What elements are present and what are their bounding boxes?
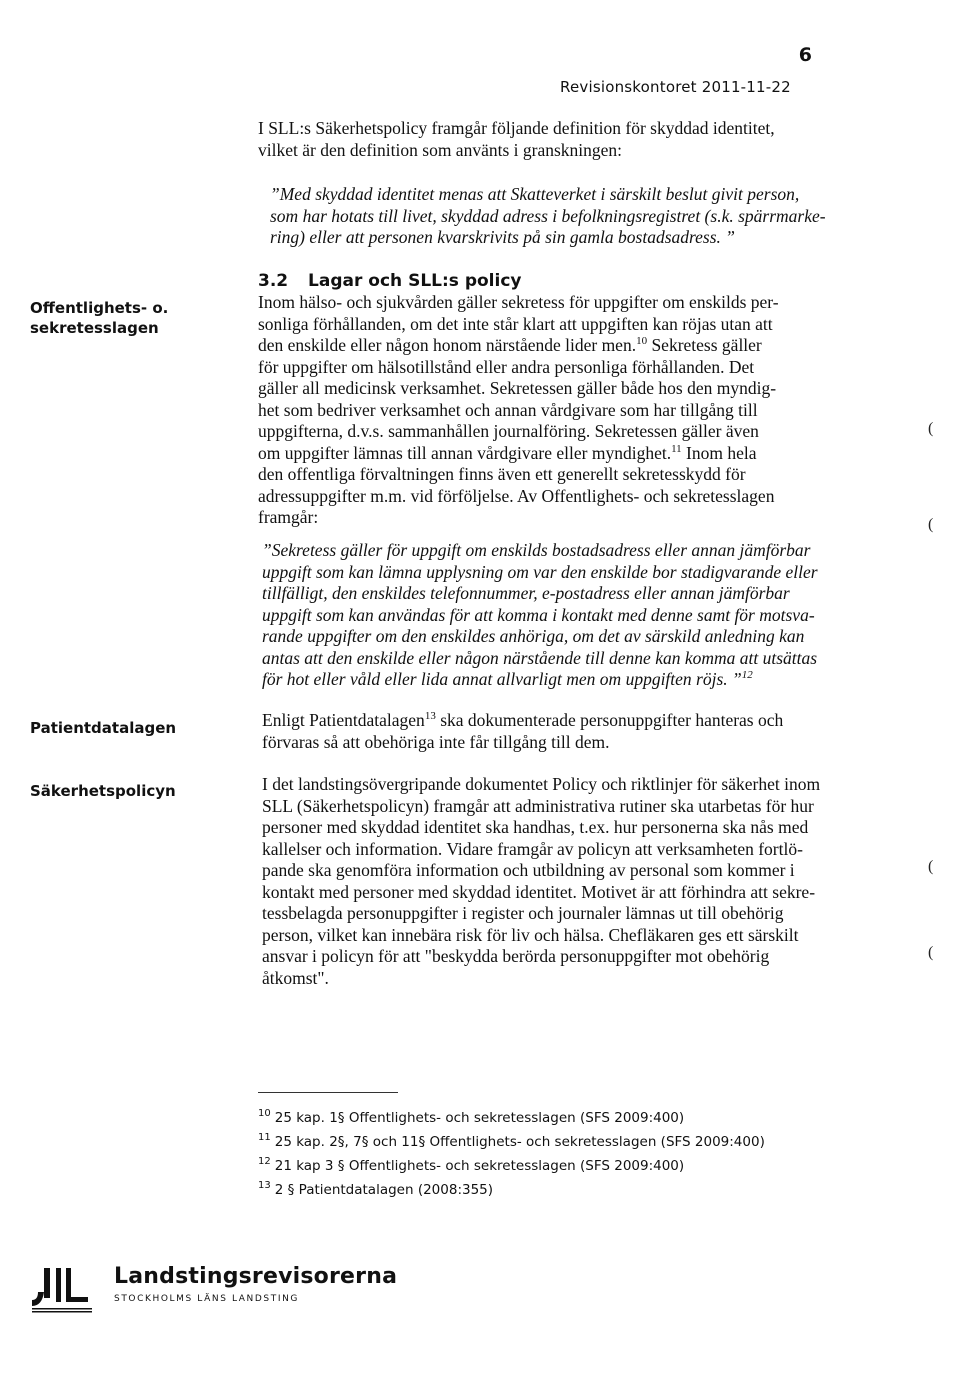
header-office-date: Revisionskontoret 2011-11-22 (560, 78, 791, 96)
footnote-text: 25 kap. 1§ Offentlighets- och sekretesslagen (SFS 2009:400) (274, 1110, 685, 1126)
text-line: person, vilket kan innebära risk för liv och hälsa. Chefläkaren ges ett särskilt (262, 924, 799, 945)
text-line: den offentliga förvaltningen finns även ett generellt sekretesskydd för (258, 464, 746, 484)
section-number: 3.2 (258, 271, 289, 291)
footnote-ref: 13 (424, 710, 436, 723)
law-quote (262, 540, 818, 691)
text-line: pande ska genomföra information och utbildning av personal som kommer i (262, 860, 795, 880)
text-span: för hot eller våld eller lida annat allvarligt men om uppgiften röjs. ” (262, 669, 742, 689)
text-line: Inom hälso- och sjukvården gäller sekretess för uppgifter om enskilds per- (258, 292, 779, 312)
footnote-ref: 10 (636, 335, 648, 348)
sidebar-label-line: Offentlighets- o. (30, 299, 169, 317)
logo-name: Landstingsrevisorerna (114, 1264, 398, 1289)
text-span: den enskilde eller någon honom närstående lider men. (258, 335, 637, 355)
quote-line: ”Sekretess gäller för uppgift om enskilds bostadsadress eller annan jämförbar (262, 540, 811, 560)
definition-quote (270, 184, 826, 249)
text-line: uppgifterna, d.v.s. sammanhållen journalföring. Sekretessen gäller även (258, 421, 759, 441)
intro-paragraph (258, 118, 775, 161)
text-span: om uppgifter lämnas till annan vårdgivare eller myndighet. (258, 442, 672, 463)
quote-line: ring) eller att personen kvarskrivits på sin gamla bostadsadress. ” (270, 227, 736, 247)
text-line: I det landstingsövergripande dokumentet Policy och riktlinjer för säkerhet inom (262, 774, 821, 794)
text-line: adressuppgifter m.m. vid förföljelse. Av Offentlighets- och sekretesslagen (258, 485, 775, 506)
section-title: Lagar och SLL:s policy (308, 271, 522, 291)
quote-line: uppgift som kan användas för att komma i kontakt med denne samt för motsva- (262, 604, 815, 625)
intro-line: vilket är den definition som använts i granskningen: (258, 139, 623, 160)
paragraph-sekretess (258, 292, 779, 529)
footnote (258, 1154, 765, 1178)
logo-subtitle: STOCKHOLMS LÄNS LANDSTING (114, 1294, 299, 1304)
margin-mark: ( (928, 858, 934, 875)
text-span: Sekretess gäller (647, 335, 762, 355)
paragraph-sakerhetspolicyn (262, 774, 820, 989)
paragraph-patientdatalagen (262, 710, 783, 753)
text-line: kontakt med personer med skyddad identitet. Motivet är att förhindra att sekre- (262, 881, 816, 902)
footnote-text: 2 § Patientdatalagen (2008:355) (274, 1182, 494, 1198)
margin-mark: ( (928, 516, 934, 533)
footnote-number: 13 (258, 1179, 271, 1191)
landstingsrevisorerna-logo (30, 1262, 398, 1322)
text-line: förvaras så att obehöriga inte får tillgång till dem. (262, 731, 610, 752)
footnote-number: 12 (258, 1155, 271, 1167)
intro-line: I SLL:s Säkerhetspolicy framgår följande definition för skyddad identitet, (258, 118, 775, 138)
text-line: framgår: (258, 507, 319, 527)
footnote (258, 1130, 765, 1154)
text-line: ansvar i policyn för att "beskydda berörda personuppgifter mot obehörig (262, 946, 770, 966)
quote-line: antas att den enskilde eller någon närstående till denne kan komma att utsättas (262, 647, 818, 668)
text-line: SLL (Säkerhetspolicyn) framgår att administrativa rutiner ska utarbetas för hur (262, 795, 814, 816)
quote-line (262, 669, 818, 691)
footnote-number: 11 (258, 1131, 271, 1143)
footnote-ref: 12 (741, 669, 753, 682)
text-line: het som bedriver verksamhet och annan vårdgivare som har tillgång till (258, 399, 758, 420)
footnote (258, 1178, 765, 1202)
sidebar-label-sakerhetspolicyn: Säkerhetspolicyn (30, 782, 176, 800)
text-line: sonliga förhållanden, om det inte står klart att uppgiften kan röjas utan att (258, 313, 773, 334)
text-line: åtkomst". (262, 967, 329, 988)
text-line (262, 710, 783, 732)
quote-line: som har hotats till livet, skyddad adress i befolkningsregistret (s.k. spärrmarke- (270, 205, 826, 226)
text-line: kallelser och information. Vidare framgår av policyn att verksamheten fortlö- (262, 838, 803, 859)
footnote-text: 21 kap 3 § Offentlighets- och sekretesslagen (SFS 2009:400) (274, 1158, 685, 1174)
text-span: Inom hela (681, 442, 757, 463)
text-line (258, 335, 779, 357)
sidebar-label-line: sekretesslagen (30, 319, 159, 337)
sidebar-label-offentlighet (30, 298, 235, 338)
text-span: ska dokumenterade personuppgifter hanteras och (435, 710, 784, 730)
sidebar-label-patientdatalagen: Patientdatalagen (30, 719, 177, 737)
footnote-text: 25 kap. 2§, 7§ och 11§ Offentlighets- och sekretesslagen (SFS 2009:400) (274, 1134, 765, 1150)
text-line: personer med skyddad identitet ska handhas, t.ex. hur personerna ska nås med (262, 817, 809, 837)
text-line: för uppgifter om hälsotillstånd eller andra personliga förhållanden. Det (258, 356, 755, 377)
section-heading (258, 271, 521, 291)
quote-line: rande uppgifter om den enskildes anhöriga, om det av särskild anledning kan (262, 626, 805, 646)
quote-line: tillfälligt, den enskildes telefonnummer, e-postadress eller annan jämförbar (262, 583, 790, 603)
page-number: 6 (798, 44, 812, 66)
margin-mark: ( (928, 944, 934, 961)
text-line: gäller all medicinsk verksamhet. Sekretessen gäller både hos den myndig- (258, 378, 777, 398)
quote-line: uppgift som kan lämna upplysning om var den enskilde bor stadigvarande eller (262, 561, 818, 582)
footnote-number: 10 (258, 1107, 271, 1119)
text-line: tessbelagda personuppgifter i register och journaler lämnas ut till obehörig (262, 903, 784, 923)
text-line (258, 443, 779, 465)
text-span: Enligt Patientdatalagen (262, 710, 425, 730)
quote-line: ”Med skyddad identitet menas att Skatteverket i särskilt beslut givit person, (270, 184, 800, 204)
footnote-ref: 11 (671, 442, 682, 455)
footnote (258, 1106, 765, 1130)
margin-mark: ( (928, 420, 934, 437)
footnote-separator (258, 1092, 398, 1093)
sll-logo-mark-icon (30, 1262, 110, 1314)
footnotes (258, 1106, 765, 1202)
